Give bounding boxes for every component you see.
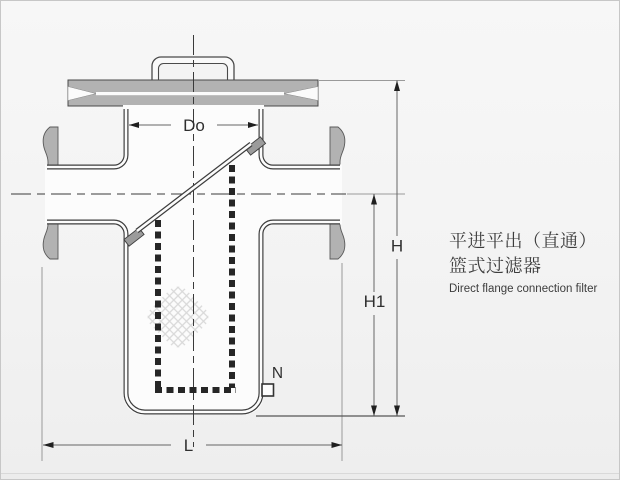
dim-l (43, 436, 342, 455)
dim-h (391, 81, 403, 417)
title-block (449, 229, 614, 295)
dim-label-h: H (390, 236, 404, 256)
product-title-en: Direct flange connection filter (449, 283, 598, 295)
drain-nozzle-n (262, 384, 274, 396)
product-title-zh-line2: 篮式过滤器 (449, 256, 542, 276)
bottom-strip (1, 473, 619, 480)
dim-label-n: N (271, 365, 284, 382)
dim-label-l: L (183, 436, 194, 455)
product-title-zh-line1: 平进平出（直通） (449, 231, 597, 251)
dim-label-h1: H1 (363, 292, 386, 311)
dim-h1 (364, 194, 386, 416)
dim-label-do: Do (183, 116, 205, 135)
